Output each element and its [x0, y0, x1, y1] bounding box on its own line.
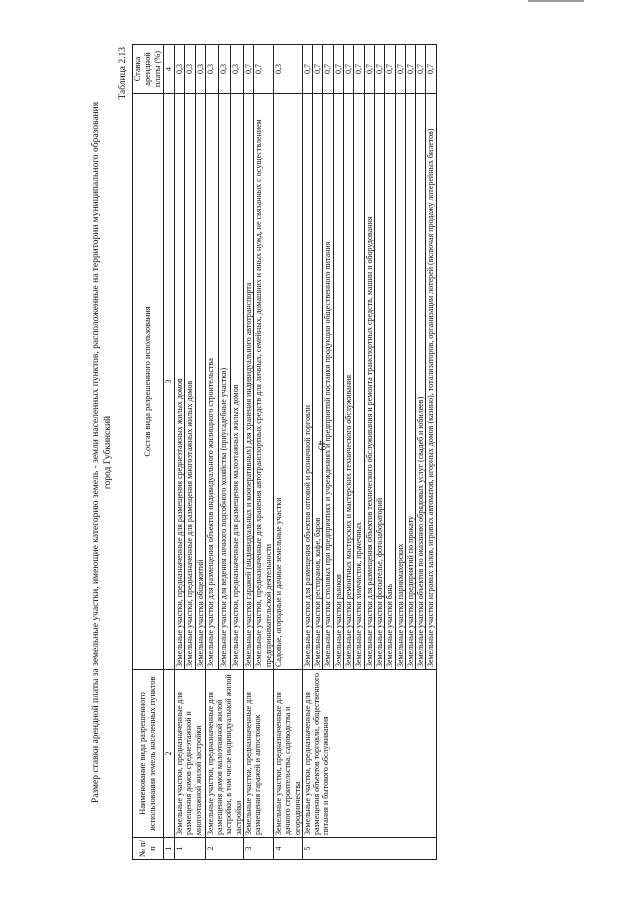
rate-value: 0,3 — [218, 45, 231, 94]
rate-value: 0,3 — [185, 45, 195, 94]
use-composition: Земельные участки рынков — [333, 94, 343, 670]
column-number-2: 2 — [164, 670, 175, 838]
table-row — [302, 45, 312, 860]
rate-value: 0,3 — [231, 45, 244, 94]
use-type-name: Земельные участки, предназначенные для дачного строительства, садоводства и огородничества — [273, 670, 302, 838]
page-number: 49 — [315, 440, 327, 451]
use-type-name: Земельные участки, предназначенные для размещения объектов торговли, общественного питания и бытового обслуживания — [302, 670, 436, 838]
rate-value: 0,7 — [302, 45, 312, 94]
scan-edge-mark — [528, 0, 584, 2]
rate-value: 0,3 — [205, 45, 218, 94]
use-composition: Земельные участки, предназначенные для хранения автотранспортных средств для личных, семейных, домашних и иных нужд, не связанных с осуществлением предпринимательской деятельности — [254, 94, 274, 670]
use-composition: Земельные участки игровых залов, игровых автоматов, игорных домов (казино), тотализаторов, организации лотерей (включая продажу лотерейных билетов) — [426, 94, 436, 670]
table-row — [273, 45, 302, 860]
table-row — [175, 45, 185, 860]
rate-value: 0,7 — [354, 45, 364, 94]
rate-value: 0,3 — [273, 45, 302, 94]
row-number: 2 — [205, 838, 243, 860]
use-composition: Садовые, огородные и дачные земельные участки — [273, 94, 302, 670]
rate-value: 0,7 — [374, 45, 384, 94]
use-composition: Земельные участки, предназначенные для размещения малоэтажных жилых домов — [231, 94, 244, 670]
title-line-1: Размер ставки арендной платы за земельные участки, имеющие категорию земель - земли населенных пунктов, расположенные на территории муниципального образования — [91, 101, 101, 804]
header-rate: Ставка арендной платы (%) — [133, 45, 164, 94]
title-line-2: город Губкинский — [103, 415, 113, 490]
rates-table — [132, 44, 437, 860]
row-number: 3 — [244, 838, 274, 860]
row-number: 1 — [175, 838, 206, 860]
use-composition: Земельные участки, предназначенные для размещения многоэтажных жилых домов — [185, 94, 195, 670]
rate-value: 0,7 — [323, 45, 333, 94]
use-composition: Земельные участки бань — [385, 94, 395, 670]
rate-value: 0,7 — [344, 45, 354, 94]
rate-value: 0,7 — [364, 45, 374, 94]
use-composition: Земельные участки для размещения объектов технического обслуживания и ремонта транспортных средств, машин и оборудования — [364, 94, 374, 670]
rate-value: 0,7 — [416, 45, 426, 94]
use-composition: Земельные участки ремонтных мастерских и мастерских технического обслуживания — [344, 94, 354, 670]
header-name: Наименование вида разрешенного использования земель населенных пунктов — [133, 670, 164, 838]
use-composition: Земельные участки химчисток, прачечных — [354, 94, 364, 670]
use-type-name: Земельные участки, предназначенные для размещения домов малоэтажной жилой застройки, в том числе индивидуальной жилой застройки — [205, 670, 243, 838]
use-composition: Земельные участки ресторанов, кафе, баров — [313, 94, 323, 670]
use-composition: Земельные участки для размещения объектов оптовой и розничной торговли — [302, 94, 312, 670]
rate-value: 0,7 — [405, 45, 415, 94]
header-composition: Состав вида разрешенного использования — [133, 94, 164, 670]
use-composition: Земельные участки гаражей (индивидуальных и кооперативных) для хранения индивидуального автотранспорта — [244, 94, 254, 670]
rate-value: 0,3 — [175, 45, 185, 94]
use-composition: Земельные участки объектов по оказанию обрядовых услуг (свадеб и юбилеев) — [416, 94, 426, 670]
column-number-4: 4 — [164, 45, 175, 94]
use-type-name: Земельные участки, предназначенные для размещения гаражей и автостоянок — [244, 670, 274, 838]
row-number: 5 — [302, 838, 436, 860]
rate-value: 0,7 — [244, 45, 254, 94]
rate-value: 0,7 — [333, 45, 343, 94]
rate-value: 0,7 — [426, 45, 436, 94]
use-composition: Земельные участки для ведения личного подсобного хозяйства (приусадебные участки) — [218, 94, 231, 670]
rate-value: 0,7 — [254, 45, 274, 94]
use-composition: Земельные участки общежитий — [195, 94, 205, 670]
table-body — [175, 45, 437, 860]
column-number-3: 3 — [164, 94, 175, 670]
use-composition: Земельные участки для размещения объектов индивидуального жилищного строительства — [205, 94, 218, 670]
document-title — [90, 45, 114, 860]
rate-value: 0,7 — [395, 45, 405, 94]
rate-value: 0,7 — [385, 45, 395, 94]
use-composition: Земельные участки столовых при предприятиях и учреждениях и предприятий поставки продукции общественного питания — [323, 94, 333, 670]
column-number-1: 1 — [164, 838, 175, 860]
use-composition: Земельные участки парикмахерских — [395, 94, 405, 670]
use-type-name: Земельные участки, предназначенные для размещения домов среднеэтажной и многоэтажной жилой застройки — [175, 670, 206, 838]
rotated-content — [90, 45, 610, 860]
header-number: № п/п — [133, 838, 164, 860]
table-row — [244, 45, 254, 860]
table-row — [205, 45, 218, 860]
use-composition: Земельные участки фотоателье, фотолабораторий — [374, 94, 384, 670]
rate-value: 0,3 — [195, 45, 205, 94]
table-label: Таблица 2.13 — [118, 47, 128, 100]
rate-value: 0,7 — [313, 45, 323, 94]
use-composition: Земельные участки предприятий по прокату — [405, 94, 415, 670]
row-number: 4 — [273, 838, 302, 860]
use-composition: Земельные участки, предназначенные для размещения среднеэтажных жилых домов — [175, 94, 185, 670]
